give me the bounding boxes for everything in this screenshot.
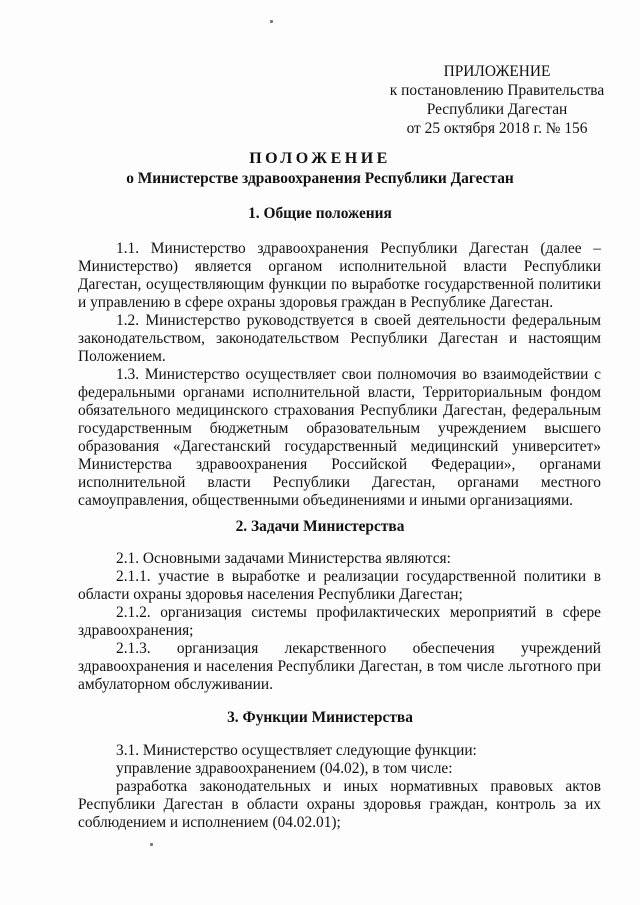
paragraph-2-1-3: 2.1.3. организация лекарственного обеспечения учреждений здравоохранения и населения Республики Дагестан, в том числе льготного при амбулаторном обслуживании. (78, 640, 601, 693)
section-body-tasks (78, 550, 601, 694)
paragraph-2-1-1: 2.1.1. участие в выработке и реализации государственной политики в области охраны здоровья населения Республики Дагестан; (78, 568, 601, 603)
scan-speck (270, 20, 273, 23)
paragraph-3-1-management: управление здравоохранением (04.02), в том числе: (116, 760, 453, 777)
section-body-functions (78, 742, 601, 832)
section-body-general (78, 240, 601, 510)
appendix-decree-line: к постановлению Правительства (389, 82, 605, 99)
section-heading-general: 1. Общие положения (248, 205, 392, 222)
document-title: ПОЛОЖЕНИЕ (249, 150, 391, 167)
appendix-label: ПРИЛОЖЕНИЕ (443, 63, 551, 80)
paragraph-2-1: 2.1. Основными задачами Министерства являются: (116, 550, 451, 567)
appendix-date-number: от 25 октября 2018 г. № 156 (406, 120, 588, 137)
paragraph-3-1-legislation: разработка законодательных и иных нормативных правовых актов Республики Дагестан в области охраны здоровья граждан, контроль за их соблюдением и исполнением (04.02.01); (78, 778, 601, 831)
paragraph-3-1: 3.1. Министерство осуществляет следующие функции: (116, 742, 477, 759)
paragraph-1-1: 1.1. Министерство здравоохранения Республики Дагестан (далее – Министерство) является органом исполнительной власти Республики Дагестан, осуществляющим функции по выработке государственной политики и управлению в сфере охраны здоровья граждан в Республике Дагестан. (78, 240, 601, 311)
paragraph-1-3: 1.3. Министерство осуществляет свои полномочия во взаимодействии с федеральными органами исполнительной власти, Территориальным фондом обязательного медицинского страхования Республики Дагестан, федеральным государственным бюджетным образовательным учреждением высшего образования «Дагестанский государственный медицинский университет» Министерства здравоохранения Российской Федерации», органами исполнительной власти Республики Дагестан, органами местного самоуправления, общественными объединениями и иными организациями. (78, 366, 601, 509)
appendix-block (372, 62, 622, 138)
appendix-republic-line: Республики Дагестан (426, 101, 568, 118)
scan-speck (150, 843, 153, 846)
section-heading-functions: 3. Функции Министерства (227, 709, 413, 726)
document-subtitle: о Министерстве здравоохранения Республики Дагестан (126, 170, 514, 187)
paragraph-1-2: 1.2. Министерство руководствуется в своей деятельности федеральным законодательством, законодательством Республики Дагестан и настоящим Положением. (78, 312, 601, 365)
section-heading-tasks: 2. Задачи Министерства (235, 518, 405, 535)
paragraph-2-1-2: 2.1.2. организация системы профилактических мероприятий в сфере здравоохранения; (78, 604, 601, 639)
